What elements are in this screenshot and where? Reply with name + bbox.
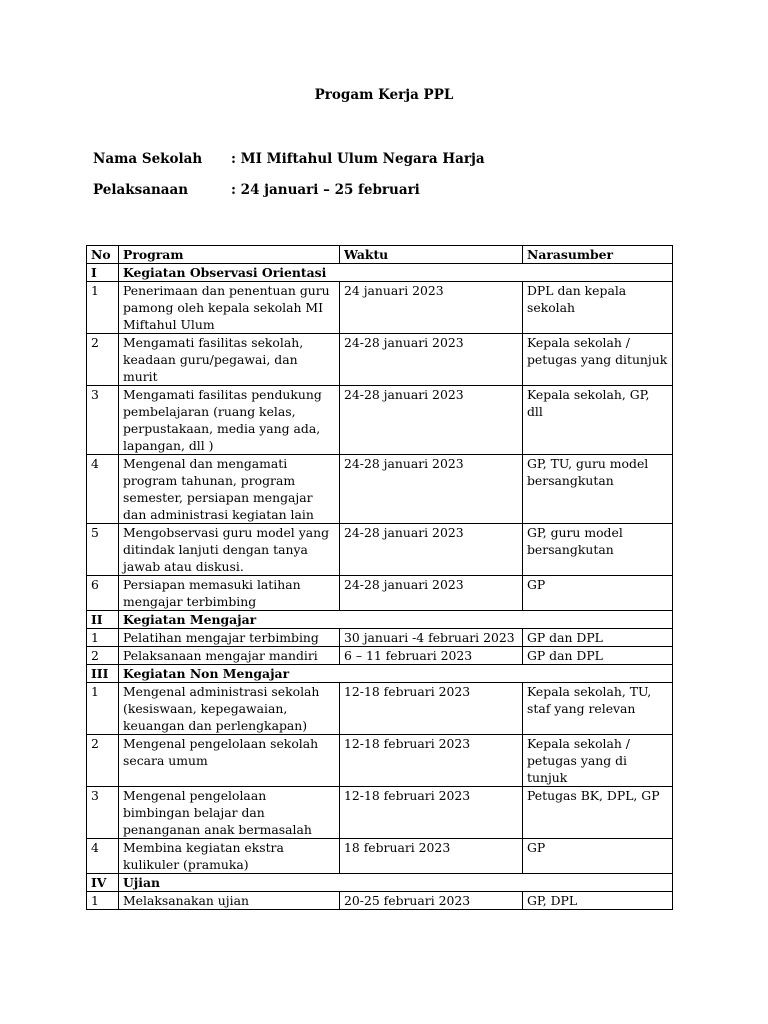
cell-no: 4: [87, 839, 119, 874]
document-title: Progam Kerja PPL: [314, 87, 454, 103]
cell-program: Pelatihan mengajar terbimbing: [119, 629, 340, 647]
period-line: [93, 182, 420, 198]
cell-narasumber: GP, DPL: [523, 892, 673, 910]
table-row: [87, 576, 673, 611]
cell-narasumber: GP dan DPL: [523, 629, 673, 647]
cell-program: Mengenal pengelolaan sekolah secara umum: [119, 735, 340, 787]
header-program: Program: [119, 246, 340, 264]
table-row: [87, 455, 673, 524]
table-row: [87, 524, 673, 576]
cell-no: 1: [87, 282, 119, 334]
section-row: [87, 264, 673, 282]
section-number: IV: [87, 874, 119, 892]
cell-waktu: 12-18 februari 2023: [340, 787, 523, 839]
cell-program: Persiapan memasuki latihan mengajar terbimbing: [119, 576, 340, 611]
period-label: Pelaksanaan: [93, 182, 189, 198]
table-row: [87, 787, 673, 839]
table-row: [87, 735, 673, 787]
section-row: [87, 665, 673, 683]
section-title: Kegiatan Mengajar: [119, 611, 673, 629]
cell-narasumber: DPL dan kepala sekolah: [523, 282, 673, 334]
period-value: : 24 januari – 25 februari: [231, 182, 420, 198]
cell-narasumber: GP: [523, 839, 673, 874]
header-narasumber: Narasumber: [523, 246, 673, 264]
cell-narasumber: Kepala sekolah, TU, staf yang relevan: [523, 683, 673, 735]
cell-program: Penerimaan dan penentuan guru pamong oleh kepala sekolah MI Miftahul Ulum: [119, 282, 340, 334]
cell-program: Mengenal dan mengamati program tahunan, program semester, persiapan mengajar dan administrasi kegiatan lain: [119, 455, 340, 524]
cell-no: 4: [87, 455, 119, 524]
section-number: I: [87, 264, 119, 282]
cell-narasumber: GP: [523, 576, 673, 611]
cell-program: Mengobservasi guru model yang ditindak lanjuti dengan tanya jawab atau diskusi.: [119, 524, 340, 576]
cell-narasumber: Kepala sekolah / petugas yang ditunjuk: [523, 334, 673, 386]
cell-waktu: 24-28 januari 2023: [340, 524, 523, 576]
cell-no: 6: [87, 576, 119, 611]
cell-program: Melaksanakan ujian: [119, 892, 340, 910]
cell-program: Pelaksanaan mengajar mandiri: [119, 647, 340, 665]
cell-waktu: 12-18 februari 2023: [340, 735, 523, 787]
cell-narasumber: GP, TU, guru model bersangkutan: [523, 455, 673, 524]
cell-no: 3: [87, 386, 119, 455]
program-table: [86, 245, 673, 910]
cell-narasumber: GP dan DPL: [523, 647, 673, 665]
section-number: III: [87, 665, 119, 683]
cell-waktu: 24 januari 2023: [340, 282, 523, 334]
cell-program: Mengamati fasilitas sekolah, keadaan guru/pegawai, dan murit: [119, 334, 340, 386]
cell-no: 3: [87, 787, 119, 839]
header-no: No: [87, 246, 119, 264]
section-number: II: [87, 611, 119, 629]
table-header-row: [87, 246, 673, 264]
cell-no: 2: [87, 647, 119, 665]
cell-no: 1: [87, 683, 119, 735]
table-row: [87, 334, 673, 386]
section-title: Kegiatan Observasi Orientasi: [119, 264, 673, 282]
cell-waktu: 20-25 februari 2023: [340, 892, 523, 910]
cell-waktu: 24-28 januari 2023: [340, 334, 523, 386]
cell-no: 1: [87, 629, 119, 647]
table-row: [87, 892, 673, 910]
cell-waktu: 30 januari -4 februari 2023: [340, 629, 523, 647]
cell-waktu: 12-18 februari 2023: [340, 683, 523, 735]
cell-waktu: 6 – 11 februari 2023: [340, 647, 523, 665]
section-title: Kegiatan Non Mengajar: [119, 665, 673, 683]
cell-no: 1: [87, 892, 119, 910]
school-label: Nama Sekolah: [93, 151, 203, 167]
cell-narasumber: Kepala sekolah / petugas yang di tunjuk: [523, 735, 673, 787]
cell-narasumber: GP, guru model bersangkutan: [523, 524, 673, 576]
cell-waktu: 24-28 januari 2023: [340, 455, 523, 524]
table-row: [87, 282, 673, 334]
cell-waktu: 24-28 januari 2023: [340, 386, 523, 455]
cell-program: Mengenal pengelolaan bimbingan belajar dan penanganan anak bermasalah: [119, 787, 340, 839]
school-line: [93, 151, 485, 167]
cell-waktu: 24-28 januari 2023: [340, 576, 523, 611]
header-waktu: Waktu: [340, 246, 523, 264]
cell-program: Mengenal administrasi sekolah (kesiswaan, kepegawaian, keuangan dan perlengkapan): [119, 683, 340, 735]
table-row: [87, 629, 673, 647]
section-row: [87, 874, 673, 892]
cell-program: Mengamati fasilitas pendukung pembelajaran (ruang kelas, perpustakaan, media yang ada, lapangan, dll ): [119, 386, 340, 455]
school-value: : MI Miftahul Ulum Negara Harja: [231, 151, 485, 167]
cell-narasumber: Kepala sekolah, GP, dll: [523, 386, 673, 455]
table-row: [87, 386, 673, 455]
table-row: [87, 839, 673, 874]
section-row: [87, 611, 673, 629]
section-title: Ujian: [119, 874, 673, 892]
table-row: [87, 683, 673, 735]
cell-narasumber: Petugas BK, DPL, GP: [523, 787, 673, 839]
cell-no: 2: [87, 334, 119, 386]
table-row: [87, 647, 673, 665]
table-body: [87, 264, 673, 910]
cell-program: Membina kegiatan ekstra kulikuler (pramuka): [119, 839, 340, 874]
cell-no: 5: [87, 524, 119, 576]
cell-waktu: 18 februari 2023: [340, 839, 523, 874]
cell-no: 2: [87, 735, 119, 787]
